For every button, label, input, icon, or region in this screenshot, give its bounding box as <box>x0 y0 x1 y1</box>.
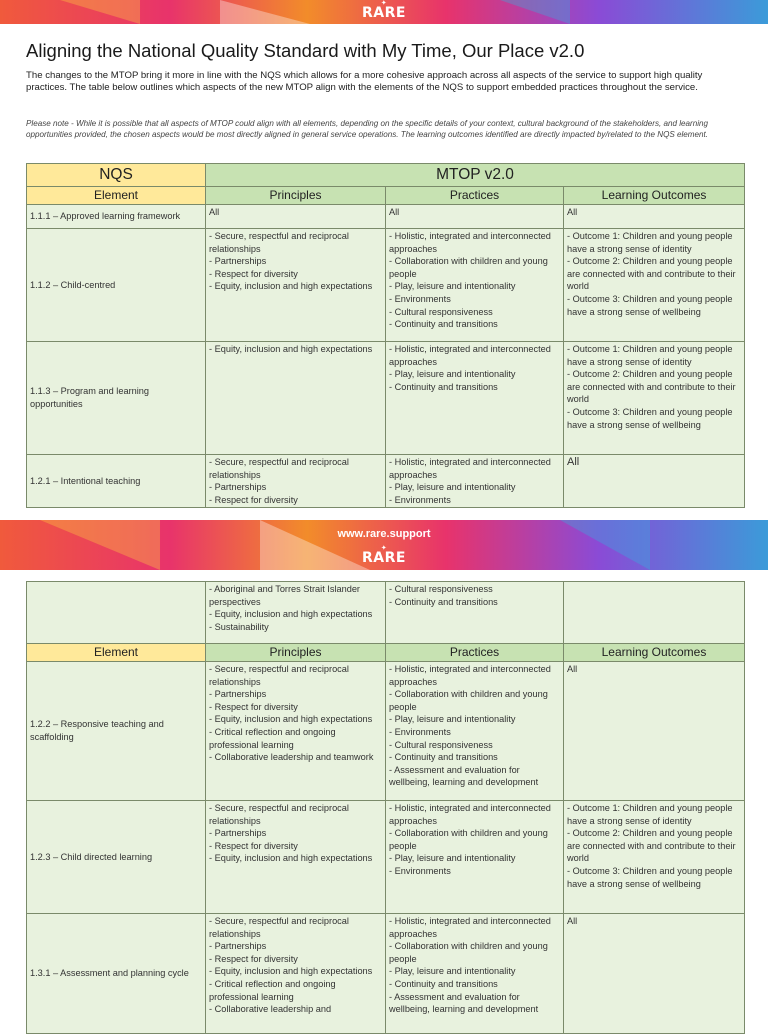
cell-line: - Collaboration with children and young people <box>389 828 548 851</box>
table-row <box>27 342 745 455</box>
cell-line: - Equity, inclusion and high expectations <box>209 281 373 292</box>
element-header: Element <box>27 644 206 662</box>
practices-cell <box>386 582 564 644</box>
practices-cell <box>386 205 564 229</box>
outcomes-cell <box>564 229 745 342</box>
principles-cell <box>206 914 386 1034</box>
cell-line: - Secure, respectful and reciprocal relationships <box>209 457 349 480</box>
cell-line: - Cultural responsiveness <box>389 306 493 317</box>
cell-line: All <box>209 207 220 217</box>
intro-paragraph: The changes to the MTOP bring it more in line with the NQS which allows for a more cohesive approach across all aspects of the service to support high quality practices. The table below outlines which aspects of the new MTOP align with the elements of the NQS to support embedded practices throughout the service. <box>26 70 703 93</box>
cell-line: - Play, leisure and intentionality <box>389 281 516 292</box>
cell-line: - Continuity and transitions <box>389 319 498 330</box>
cell-line: - Outcome 3: Children and young people have a strong sense of wellbeing <box>567 406 733 430</box>
cell-line: - Aboriginal and Torres Strait Islander perspectives <box>209 584 360 607</box>
cell-line: - Equity, inclusion and high expectations <box>209 344 373 354</box>
cell-line: - Continuity and transitions <box>389 978 498 989</box>
footer-banner <box>0 520 768 570</box>
cell-line: - Collaboration with children and young people <box>389 941 548 964</box>
cell-line: - Continuity and transitions <box>389 596 498 607</box>
table-row <box>27 229 745 342</box>
cell-line: - Partnerships <box>209 482 267 493</box>
cell-line: - Equity, inclusion and high expectations <box>209 853 373 864</box>
cell-line: - Holistic, integrated and interconnected approaches <box>389 664 551 687</box>
top-banner <box>0 0 768 24</box>
outcomes-header: Learning Outcomes <box>564 187 745 205</box>
cell-line: - Collaboration with children and young people <box>389 256 548 279</box>
cell-line: - Collaborative leadership and teamwork <box>209 752 374 763</box>
cell-line: - Collaboration with children and young people <box>389 689 548 712</box>
cell-line: All <box>567 664 578 674</box>
element-header: Element <box>27 187 206 205</box>
cell-line: - Environments <box>389 865 451 876</box>
element-cell: 1.1.3 – Program and learning opportunities <box>27 342 206 455</box>
cell-line: - Environments <box>389 726 451 737</box>
cell-line: - Critical reflection and ongoing professional learning <box>209 978 336 1002</box>
cell-line: - Secure, respectful and reciprocal relationships <box>209 664 349 687</box>
cell-line: - Partnerships <box>209 689 267 700</box>
cell-line: - Environments <box>389 293 451 304</box>
rare-logo-2: ✦ RARE <box>362 544 406 566</box>
alignment-table-page-1 <box>26 163 745 508</box>
cell-line: - Continuity and transitions <box>389 381 498 392</box>
continued-row <box>27 582 745 644</box>
practices-cell <box>386 801 564 914</box>
cell-line: - Cultural responsiveness <box>389 739 493 750</box>
cell-line: - Holistic, integrated and interconnected approaches <box>389 916 551 939</box>
principles-cell <box>206 455 386 508</box>
rare-logo: ✦ RARE <box>362 0 406 21</box>
outcomes-cell <box>564 455 745 508</box>
cell-line: - Equity, inclusion and high expectations <box>209 966 373 977</box>
cell-line: - Play, leisure and intentionality <box>389 369 516 380</box>
cell-line: - Secure, respectful and reciprocal relationships <box>209 231 349 254</box>
cell-line: - Critical reflection and ongoing professional learning <box>209 726 336 750</box>
cell-line: - Assessment and evaluation for wellbeing, learning and development <box>389 764 539 788</box>
principles-header: Principles <box>206 644 386 662</box>
table-body <box>27 205 745 508</box>
cell-line: All <box>389 207 400 217</box>
practices-header: Practices <box>386 644 564 662</box>
element-cell: 1.2.3 – Child directed learning <box>27 801 206 914</box>
outcomes-cell <box>564 662 745 801</box>
cell-line: - Outcome 1: Children and young people have a strong sense of identity <box>567 231 733 254</box>
cell-line: - Outcome 1: Children and young people have a strong sense of identity <box>567 803 733 826</box>
outcomes-cell-empty <box>564 582 745 644</box>
cell-line: - Play, leisure and intentionality <box>389 853 516 864</box>
outcomes-cell <box>564 801 745 914</box>
practices-header: Practices <box>386 187 564 205</box>
cell-line: - Cultural responsiveness <box>389 584 493 594</box>
cell-line: - Collaborative leadership and <box>209 1004 332 1015</box>
element-cell: 1.1.1 – Approved learning framework <box>27 205 206 229</box>
mtop-header: MTOP v2.0 <box>206 164 745 187</box>
repeat-header-row <box>27 644 745 662</box>
cell-line: - Respect for diversity <box>209 701 298 712</box>
cell-line: - Environments <box>389 494 451 505</box>
principles-cell <box>206 229 386 342</box>
cell-line: - Partnerships <box>209 941 267 952</box>
cell-line: - Play, leisure and intentionality <box>389 966 516 977</box>
cell-line: - Equity, inclusion and high expectations <box>209 609 373 620</box>
practices-cell <box>386 455 564 508</box>
cell-line: All <box>567 207 578 217</box>
table-body-2 <box>27 582 745 1034</box>
cell-line: - Secure, respectful and reciprocal relationships <box>209 916 349 939</box>
practices-cell <box>386 229 564 342</box>
cell-line: - Outcome 1: Children and young people have a strong sense of identity <box>567 344 733 367</box>
cell-line: - Outcome 3: Children and young people have a strong sense of wellbeing <box>567 293 733 317</box>
element-cell: 1.2.1 – Intentional teaching <box>27 455 206 508</box>
alignment-table-page-2 <box>26 581 745 1034</box>
principles-cell <box>206 582 386 644</box>
outcomes-cell <box>564 342 745 455</box>
table-row <box>27 455 745 508</box>
principles-cell <box>206 801 386 914</box>
table-row <box>27 914 745 1034</box>
note-paragraph: Please note - While it is possible that all aspects of MTOP could align with all elements, depending on the specific details of your context, cultural background of the stakeholders, and learning opportunities provided, the chosen aspects would be most directly aligned in general service operations. The learning outcomes identified are directly impacted by/related to the NQS element. <box>26 119 709 139</box>
practices-cell <box>386 662 564 801</box>
cell-line: - Secure, respectful and reciprocal relationships <box>209 803 349 826</box>
element-cell: 1.3.1 – Assessment and planning cycle <box>27 914 206 1034</box>
nqs-header: NQS <box>27 164 206 187</box>
cell-line: - Partnerships <box>209 828 267 839</box>
cell-line: - Outcome 3: Children and young people have a strong sense of wellbeing <box>567 865 733 889</box>
outcomes-cell <box>564 914 745 1034</box>
element-cell: 1.2.2 – Responsive teaching and scaffolding <box>27 662 206 801</box>
practices-cell <box>386 342 564 455</box>
cell-line: - Equity, inclusion and high expectations <box>209 714 373 725</box>
cell-line: - Holistic, integrated and interconnected approaches <box>389 231 551 254</box>
cell-line: - Respect for diversity <box>209 494 298 505</box>
cell-line: All <box>567 456 580 468</box>
website-link[interactable]: www.rare.support <box>337 528 431 540</box>
element-cell-empty <box>27 582 206 644</box>
outcomes-header: Learning Outcomes <box>564 644 745 662</box>
cell-line: - Holistic, integrated and interconnected approaches <box>389 344 551 367</box>
cell-line: - Partnerships <box>209 256 267 267</box>
cell-line: - Respect for diversity <box>209 268 298 279</box>
cell-line: - Holistic, integrated and interconnected approaches <box>389 803 551 826</box>
outcomes-cell <box>564 205 745 229</box>
cell-line: - Continuity and transitions <box>389 752 498 763</box>
page-title: Aligning the National Quality Standard with My Time, Our Place v2.0 <box>26 40 585 61</box>
cell-line: - Play, leisure and intentionality <box>389 482 516 493</box>
principles-cell <box>206 205 386 229</box>
cell-line: - Respect for diversity <box>209 953 298 964</box>
element-cell: 1.1.2 – Child-centred <box>27 229 206 342</box>
cell-line: - Holistic, integrated and interconnected approaches <box>389 457 551 480</box>
cell-line: - Play, leisure and intentionality <box>389 714 516 725</box>
table-row <box>27 662 745 801</box>
principles-cell <box>206 662 386 801</box>
cell-line: All <box>567 916 578 926</box>
cell-line: - Respect for diversity <box>209 840 298 851</box>
principles-header: Principles <box>206 187 386 205</box>
cell-line: - Assessment and evaluation for wellbeing, learning and development <box>389 991 539 1015</box>
cell-line: - Sustainability <box>209 621 269 632</box>
principles-cell <box>206 342 386 455</box>
practices-cell <box>386 914 564 1034</box>
cell-line: - Outcome 2: Children and young people are connected with and contribute to their world <box>567 369 736 405</box>
cell-line: - Outcome 2: Children and young people are connected with and contribute to their world <box>567 828 736 864</box>
table-row <box>27 801 745 914</box>
cell-line: - Outcome 2: Children and young people are connected with and contribute to their world <box>567 256 736 292</box>
table-row <box>27 205 745 229</box>
